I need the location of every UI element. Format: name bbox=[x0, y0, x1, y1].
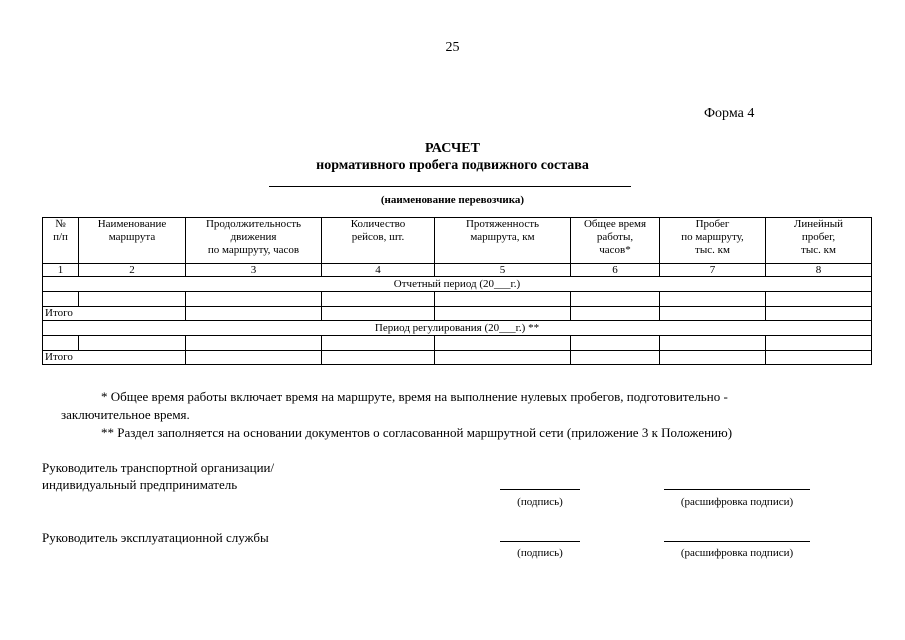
period-row-reporting bbox=[43, 277, 872, 292]
total-row bbox=[43, 307, 872, 321]
table-cell[interactable] bbox=[571, 292, 660, 307]
table-cell[interactable] bbox=[186, 292, 322, 307]
table-cell[interactable] bbox=[322, 292, 435, 307]
table-cell[interactable] bbox=[660, 307, 766, 321]
ops-decoding-caption: (расшифровка подписи) bbox=[680, 547, 794, 559]
ops-decoding-line bbox=[664, 541, 810, 542]
carrier-name-line bbox=[269, 186, 631, 187]
header-linear-mileage: Линейный пробег, тыс. км bbox=[766, 218, 872, 264]
document-title: РАСЧЕТ bbox=[425, 141, 480, 156]
form-label: Форма 4 bbox=[704, 106, 755, 121]
mileage-table bbox=[42, 217, 872, 365]
column-number: 4 bbox=[322, 264, 435, 277]
header-total-time: Общее время работы, часов* bbox=[571, 218, 660, 264]
table-row bbox=[43, 292, 872, 307]
footnote-1: * Общее время работы включает время на маршруте, время на выполнение нулевых пробегов, подготовительно - bbox=[101, 389, 728, 404]
column-number: 8 bbox=[766, 264, 872, 277]
head-title-line2: индивидуальный предприниматель bbox=[42, 477, 238, 492]
table-cell[interactable] bbox=[766, 351, 872, 365]
table-cell[interactable] bbox=[186, 307, 322, 321]
table-cell[interactable] bbox=[435, 307, 571, 321]
total-label: Итого bbox=[43, 351, 186, 365]
table-cell[interactable] bbox=[766, 292, 872, 307]
column-number-row bbox=[43, 264, 872, 277]
head-decoding-line bbox=[664, 489, 810, 490]
ops-signature-caption: (подпись) bbox=[517, 547, 563, 559]
page-number: 25 bbox=[445, 40, 460, 55]
table-cell[interactable] bbox=[660, 292, 766, 307]
table-cell[interactable] bbox=[571, 336, 660, 351]
header-length: Протяженность маршрута, км bbox=[435, 218, 571, 264]
head-signature-caption: (подпись) bbox=[517, 496, 563, 508]
table-cell[interactable] bbox=[435, 351, 571, 365]
table-cell[interactable] bbox=[766, 336, 872, 351]
column-number: 2 bbox=[79, 264, 186, 277]
header-route-mileage: Пробег по маршруту, тыс. км bbox=[660, 218, 766, 264]
column-number: 5 bbox=[435, 264, 571, 277]
total-row bbox=[43, 351, 872, 365]
table-cell[interactable] bbox=[571, 307, 660, 321]
table-cell[interactable] bbox=[660, 336, 766, 351]
document-subtitle: нормативного пробега подвижного состава bbox=[316, 158, 589, 173]
table-cell[interactable] bbox=[186, 336, 322, 351]
ops-head-title: Руководитель эксплуатационной службы bbox=[42, 530, 269, 545]
table-cell[interactable] bbox=[322, 336, 435, 351]
header-number: № п/п bbox=[43, 218, 79, 264]
reporting-period-label: Отчетный период (20___г.) bbox=[43, 277, 872, 292]
ops-signature-line bbox=[500, 541, 580, 542]
carrier-name-caption: (наименование перевозчика) bbox=[380, 194, 525, 206]
total-label: Итого bbox=[43, 307, 186, 321]
head-decoding-caption: (расшифровка подписи) bbox=[680, 496, 794, 508]
header-trips: Количество рейсов, шт. bbox=[322, 218, 435, 264]
table-header-row bbox=[43, 218, 872, 264]
column-number: 1 bbox=[43, 264, 79, 277]
header-route-name: Наименование маршрута bbox=[79, 218, 186, 264]
head-title-line1: Руководитель транспортной организации/ bbox=[42, 460, 275, 475]
table-cell[interactable] bbox=[79, 292, 186, 307]
table-cell[interactable] bbox=[435, 336, 571, 351]
footnote-1-continuation: заключительное время. bbox=[61, 407, 190, 422]
table-cell[interactable] bbox=[660, 351, 766, 365]
table-cell[interactable] bbox=[435, 292, 571, 307]
regulation-period-label: Период регулирования (20___г.) ** bbox=[43, 321, 872, 336]
table-cell[interactable] bbox=[79, 336, 186, 351]
table-cell[interactable] bbox=[766, 307, 872, 321]
table-cell[interactable] bbox=[322, 351, 435, 365]
table-cell[interactable] bbox=[43, 292, 79, 307]
footnote-2: ** Раздел заполняется на основании документов о согласованной маршрутной сети (приложение 3 к Положению) bbox=[101, 425, 733, 440]
column-number: 6 bbox=[571, 264, 660, 277]
column-number: 7 bbox=[660, 264, 766, 277]
head-signature-line bbox=[500, 489, 580, 490]
column-number: 3 bbox=[186, 264, 322, 277]
table-row bbox=[43, 336, 872, 351]
period-row-regulation bbox=[43, 321, 872, 336]
table-cell[interactable] bbox=[571, 351, 660, 365]
header-duration: Продолжительность движения по маршруту, часов bbox=[186, 218, 322, 264]
table-cell[interactable] bbox=[322, 307, 435, 321]
table-cell[interactable] bbox=[43, 336, 79, 351]
table-cell[interactable] bbox=[186, 351, 322, 365]
